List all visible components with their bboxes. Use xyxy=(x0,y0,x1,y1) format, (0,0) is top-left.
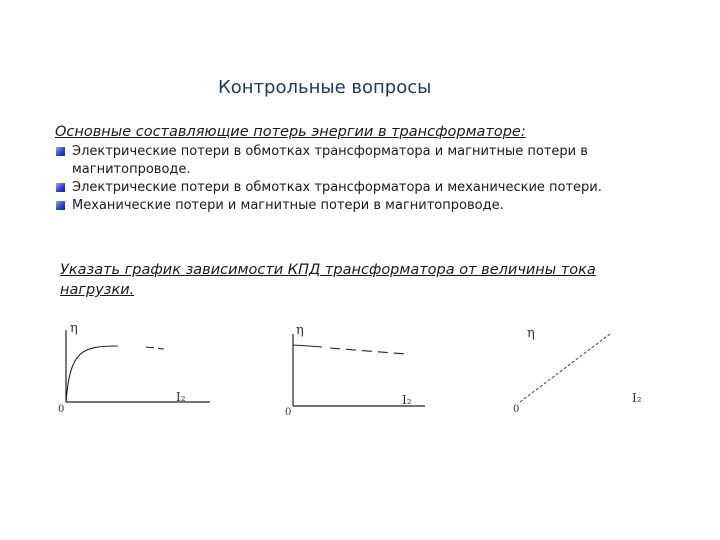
slide-title: Контрольные вопросы xyxy=(218,77,432,98)
x-axis-label: I₂ xyxy=(402,393,412,407)
graph-option-1[interactable] xyxy=(58,321,210,415)
efficiency-curve-dashed xyxy=(520,334,610,402)
x-axis-label: I₂ xyxy=(176,390,186,404)
graph-option-3[interactable] xyxy=(513,326,642,415)
y-axis-label: η xyxy=(296,323,304,338)
answer-option-text: Электрические потери в обмотках трансформатора и механические потери. xyxy=(72,180,602,195)
x-axis-label: I₂ xyxy=(632,391,642,405)
efficiency-curve xyxy=(66,346,118,402)
origin-label: 0 xyxy=(58,404,65,415)
origin-label: 0 xyxy=(513,404,520,415)
efficiency-curve-dashed xyxy=(330,348,406,354)
y-axis-label: η xyxy=(527,326,535,341)
efficiency-curve-dashed xyxy=(146,347,164,349)
y-axis-label: η xyxy=(70,321,78,336)
question-1-text: Основные составляющие потерь энергии в трансформаторе: xyxy=(55,124,526,140)
efficiency-curve xyxy=(293,345,322,347)
origin-label: 0 xyxy=(285,407,292,418)
answer-option-text: Механические потери и магнитные потери в магнитопроводе. xyxy=(72,198,504,213)
answer-option-text: Электрические потери в обмотках трансформатора и магнитные потери в магнитопроводе. xyxy=(72,144,588,177)
graph-option-2[interactable] xyxy=(285,323,425,418)
question-2-text: Указать график зависимости КПД трансформатора от величины тока нагрузки. xyxy=(60,262,596,298)
